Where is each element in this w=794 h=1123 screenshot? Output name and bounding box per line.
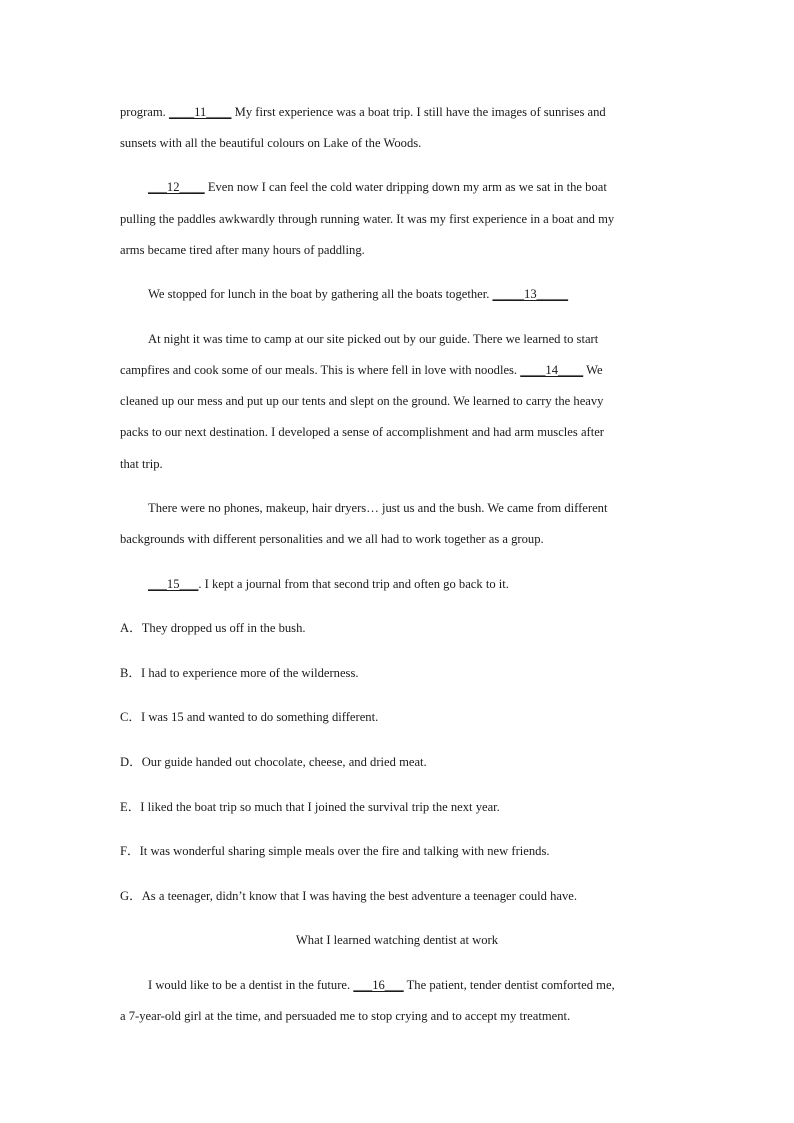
- option-letter: B．: [120, 666, 141, 680]
- option-text: It was wonderful sharing simple meals over the fire and talking with new friends.: [139, 844, 550, 858]
- paragraph-line: arms became tired after many hours of paddling.: [120, 243, 365, 257]
- paragraph-line: a 7-year-old girl at the time, and persuaded me to stop crying and to accept my treatment.: [120, 1009, 571, 1023]
- option-letter: D．: [120, 755, 142, 769]
- blank-14: ____14____: [520, 363, 584, 377]
- option-text: They dropped us off in the bush.: [141, 621, 306, 635]
- text: program.: [120, 105, 169, 119]
- paragraph-line: sunsets with all the beautiful colours on Lake of the Woods.: [120, 136, 422, 150]
- option-b: [120, 665, 680, 681]
- blank-11: ____11____: [168, 105, 232, 119]
- text: campfires and cook some of our meals. This is where fell in love with noodles.: [120, 363, 521, 377]
- paragraph-line: [148, 576, 708, 592]
- paragraph-line: [148, 286, 708, 302]
- option-e: [120, 799, 680, 815]
- paragraph-line: [148, 179, 708, 195]
- blank-16: ___16___: [353, 978, 404, 992]
- paragraph-line: [148, 977, 708, 993]
- paragraph-line: [120, 104, 680, 120]
- option-text: As a teenager, didn’t know that I was having the best adventure a teenager could have.: [141, 889, 578, 903]
- paragraph-line: [120, 362, 680, 378]
- option-f: [120, 843, 680, 859]
- text: Even now I can feel the cold water dripping down my arm as we sat in the boat: [204, 180, 607, 194]
- option-text: I had to experience more of the wilderness.: [141, 666, 359, 680]
- blank-13: _____13_____: [492, 287, 569, 301]
- paragraph-line: At night it was time to camp at our site picked out by our guide. There we learned to start: [148, 332, 599, 346]
- option-text: I was 15 and wanted to do something different.: [141, 710, 379, 724]
- paragraph-line: backgrounds with different personalities and we all had to work together as a group.: [120, 532, 544, 546]
- option-letter: C．: [120, 710, 141, 724]
- paragraph-line: pulling the paddles awkwardly through running water. It was my first experience in a boat and my: [120, 212, 615, 226]
- option-c: [120, 709, 680, 725]
- text: . I kept a journal from that second trip and often go back to it.: [198, 577, 509, 591]
- option-g: [120, 888, 680, 904]
- passage-title: What I learned watching dentist at work: [295, 933, 499, 947]
- text: My first experience was a boat trip. I still have the images of sunrises and: [231, 105, 606, 119]
- paragraph-line: packs to our next destination. I developed a sense of accomplishment and had arm muscles after: [120, 425, 605, 439]
- option-text: I liked the boat trip so much that I joined the survival trip the next year.: [140, 800, 500, 814]
- option-a: [120, 620, 680, 636]
- paragraph-line: There were no phones, makeup, hair dryers… just us and the bush. We came from different: [148, 501, 608, 515]
- paragraph-line: cleaned up our mess and put up our tents and slept on the ground. We learned to carry the heavy: [120, 394, 604, 408]
- option-text: Our guide handed out chocolate, cheese, and dried meat.: [141, 755, 427, 769]
- blank-15: ___15___: [148, 577, 199, 591]
- option-letter: E．: [120, 800, 141, 814]
- paragraph-line: that trip.: [120, 457, 163, 471]
- text: We: [583, 363, 603, 377]
- option-letter: A．: [120, 621, 142, 635]
- option-letter: G．: [120, 889, 142, 903]
- text: I would like to be a dentist in the future.: [148, 978, 354, 992]
- text: We stopped for lunch in the boat by gathering all the boats together.: [148, 287, 493, 301]
- blank-12: ___12____: [148, 180, 205, 194]
- option-d: [120, 754, 680, 770]
- text: The patient, tender dentist comforted me,: [403, 978, 615, 992]
- option-letter: F．: [120, 844, 140, 858]
